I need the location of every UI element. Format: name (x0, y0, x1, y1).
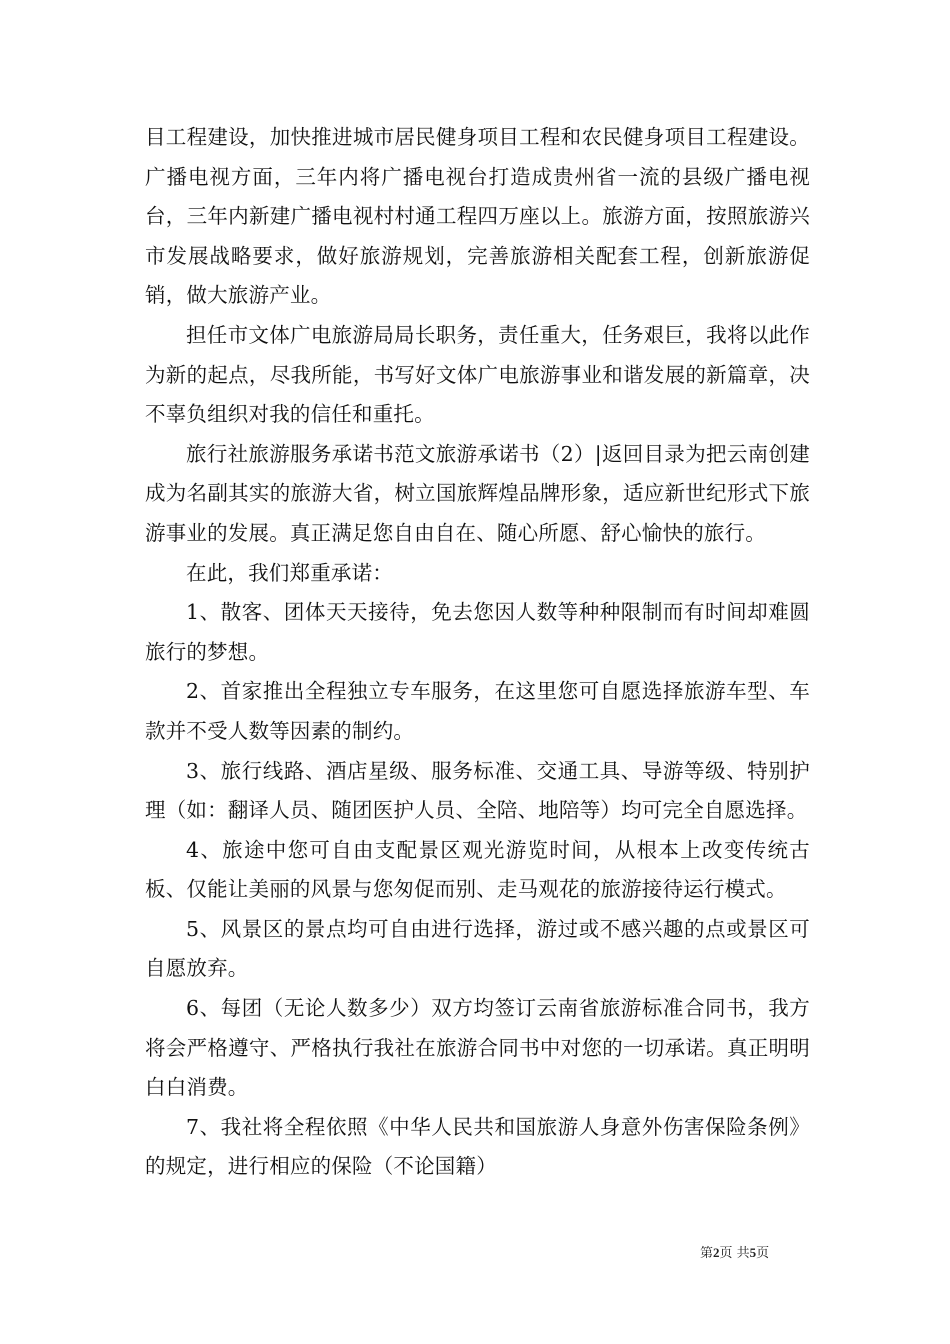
paragraph-2: 担任市文体广电旅游局局长职务，责任重大，任务艰巨，我将以此作为新的起点，尽我所能，书写好文体广电旅游事业和谐发展的新篇章，决不辜负组织对我的信任和重托。 (145, 322, 810, 427)
paragraph-4: 在此，我们郑重承诺： (186, 560, 393, 585)
page-number-footer (700, 1244, 769, 1263)
total-pages-number: 5 (749, 1245, 757, 1260)
footer-prefix: 第 (700, 1246, 714, 1261)
paragraph-7: 3、旅行线路、酒店星级、服务标准、交通工具、导游等级、特别护理（如：翻译人员、随团医护人员、全陪、地陪等）均可完全自愿选择。 (145, 758, 810, 823)
document-body (145, 118, 810, 1187)
paragraph-8: 4、旅途中您可自由支配景区观光游览时间，从根本上改变传统古板、仅能让美丽的风景与您匆促而别、走马观花的旅游接待运行模式。 (145, 837, 810, 902)
paragraph-10: 6、每团（无论人数多少）双方均签订云南省旅游标准合同书，我方将会严格遵守、严格执行我社在旅游合同书中对您的一切承诺。真正明明白白消费。 (145, 996, 810, 1100)
footer-middle: 页 共 (719, 1246, 750, 1261)
paragraph-1: 目工程建设，加快推进城市居民健身项目工程和农民健身项目工程建设。广播电视方面，三年内将广播电视台打造成贵州省一流的县级广播电视台，三年内新建广播电视村村通工程四万座以上。旅游方面，按照旅游兴市发展战略要求，做好旅游规划，完善旅游相关配套工程，创新旅游促销，做大旅游产业。 (145, 125, 810, 308)
paragraph-9: 5、风景区的景点均可自由进行选择，游过或不感兴趣的点或景区可自愿放弃。 (145, 916, 810, 981)
paragraph-3: 旅行社旅游服务承诺书范文旅游承诺书（2）|返回目录为把云南创建成为名副其实的旅游大省，树立国旅辉煌品牌形象，适应新世纪形式下旅游事业的发展。真正满足您自由自在、随心所愿、舒心愉快的旅行。 (145, 441, 810, 545)
current-page-number: 2 (713, 1245, 720, 1260)
paragraph-11: 7、我社将全程依照《中华人民共和国旅游人身意外伤害保险条例》的规定，进行相应的保险（不论国籍） (145, 1114, 810, 1179)
paragraph-6: 2、首家推出全程独立专车服务，在这里您可自愿选择旅游车型、车款并不受人数等因素的制约。 (145, 679, 810, 743)
footer-suffix: 页 (756, 1246, 770, 1261)
paragraph-5: 1、散客、团体天天接待，免去您因人数等种种限制而有时间却难圆旅行的梦想。 (145, 600, 810, 664)
